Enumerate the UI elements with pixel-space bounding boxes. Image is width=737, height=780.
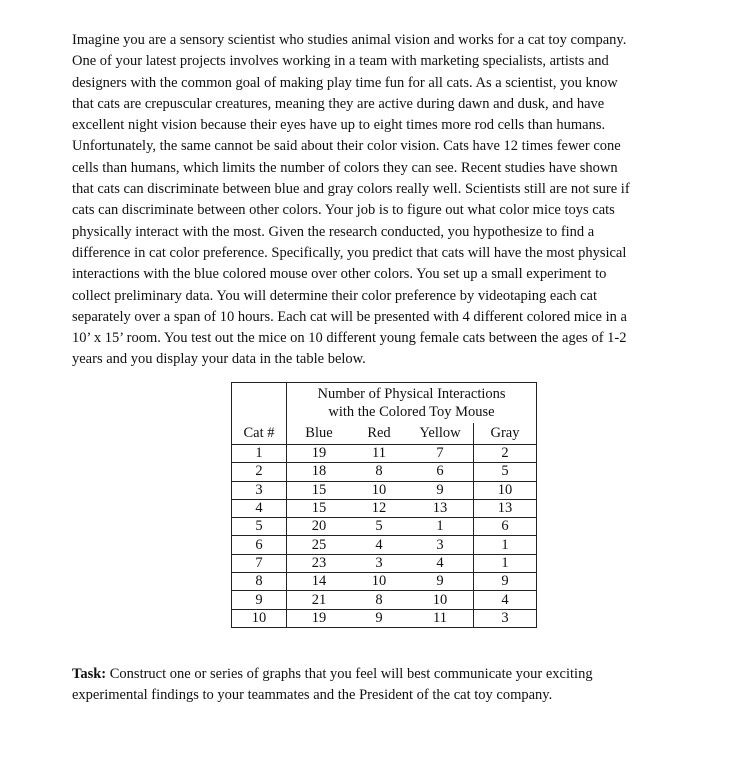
intro-line: Unfortunately, the same cannot be said about their color vision. Cats have 12 times fewer cone (72, 138, 621, 155)
cell-blue: 18 (287, 463, 352, 481)
cell-yellow: 6 (407, 463, 474, 481)
cell-red: 8 (351, 591, 407, 609)
cell-yellow: 11 (407, 609, 474, 627)
cell-cat: 4 (232, 499, 287, 517)
cell-cat: 2 (232, 463, 287, 481)
cell-blue: 23 (287, 554, 352, 572)
intro-line: 10’ x 15’ room. You test out the mice on 10 different young female cats between the ages of 1-2 (72, 330, 627, 347)
cell-yellow: 7 (407, 445, 474, 463)
cell-red: 10 (351, 573, 407, 591)
table-row (232, 481, 537, 499)
cell-gray: 4 (474, 591, 537, 609)
cell-red: 5 (351, 518, 407, 536)
table-row (232, 591, 537, 609)
table-header-row (232, 423, 537, 445)
cell-cat: 8 (232, 573, 287, 591)
table-row (232, 554, 537, 572)
cell-blue: 15 (287, 481, 352, 499)
cell-cat: 9 (232, 591, 287, 609)
cell-gray: 10 (474, 481, 537, 499)
column-header-gray: Gray (474, 423, 537, 445)
cell-cat: 1 (232, 445, 287, 463)
table-corner-cell (232, 383, 287, 424)
cell-gray: 5 (474, 463, 537, 481)
cell-cat: 5 (232, 518, 287, 536)
cell-yellow: 10 (407, 591, 474, 609)
cell-yellow: 1 (407, 518, 474, 536)
table-caption-line: with the Colored Toy Mouse (328, 404, 495, 420)
column-header-cat: Cat # (232, 423, 287, 445)
table-caption-line: Number of Physical Interactions (317, 386, 506, 402)
task-paragraph (72, 664, 697, 707)
cell-blue: 21 (287, 591, 352, 609)
cell-blue: 25 (287, 536, 352, 554)
cell-yellow: 13 (407, 499, 474, 517)
intro-line: years and you display your data in the table below. (72, 351, 366, 368)
intro-paragraph (72, 30, 697, 371)
table-caption (287, 383, 537, 424)
cell-gray: 1 (474, 536, 537, 554)
cell-yellow: 3 (407, 536, 474, 554)
task-label: Task: (72, 666, 107, 682)
column-header-yellow: Yellow (407, 423, 474, 445)
table-caption-row (232, 383, 537, 424)
intro-line: Imagine you are a sensory scientist who studies animal vision and works for a cat toy company. (72, 32, 627, 48)
cell-red: 12 (351, 499, 407, 517)
task-text: Construct one or series of graphs that you feel will best communicate your exciting (106, 666, 593, 682)
cell-gray: 13 (474, 499, 537, 517)
interactions-table (231, 382, 537, 628)
cell-gray: 2 (474, 445, 537, 463)
table-row (232, 536, 537, 554)
cell-red: 9 (351, 609, 407, 627)
cell-cat: 7 (232, 554, 287, 572)
cell-blue: 19 (287, 445, 352, 463)
intro-line: collect preliminary data. You will determine their color preference by videotaping each cat (72, 287, 598, 304)
cell-cat: 3 (232, 481, 287, 499)
cell-blue: 19 (287, 609, 352, 627)
intro-line: difference in cat color preference. Specifically, you predict that cats will have the most physical (72, 244, 627, 261)
table-row (232, 463, 537, 481)
cell-red: 4 (351, 536, 407, 554)
intro-line: that cats are crepuscular creatures, meaning they are active during dawn and dusk, and have (72, 95, 605, 112)
cell-gray: 1 (474, 554, 537, 572)
task-line: experimental findings to your teammates and the President of the cat toy company. (72, 687, 553, 704)
cell-gray: 9 (474, 573, 537, 591)
intro-line: cells than humans, which limits the number of colors they can see. Recent studies have shown (72, 159, 618, 176)
intro-line: interactions with the blue colored mouse over other colors. You set up a small experiment to (72, 266, 607, 283)
intro-line: that cats can discriminate between blue and gray colors really well. Scientists still are not sure if (72, 181, 630, 198)
cell-gray: 6 (474, 518, 537, 536)
task-line (72, 664, 697, 685)
cell-gray: 3 (474, 609, 537, 627)
column-header-red: Red (351, 423, 407, 445)
cell-blue: 15 (287, 499, 352, 517)
cell-red: 11 (351, 445, 407, 463)
cell-blue: 14 (287, 573, 352, 591)
intro-line: designers with the common goal of making play time fun for all cats. As a scientist, you know (72, 74, 618, 91)
table-row (232, 445, 537, 463)
cell-yellow: 9 (407, 481, 474, 499)
column-header-blue: Blue (287, 423, 352, 445)
cell-blue: 20 (287, 518, 352, 536)
cell-yellow: 9 (407, 573, 474, 591)
cell-red: 10 (351, 481, 407, 499)
intro-line: cats can discriminate between other colors. Your job is to figure out what color mice toys cats (72, 202, 615, 219)
table-row (232, 573, 537, 591)
cell-red: 3 (351, 554, 407, 572)
cell-yellow: 4 (407, 554, 474, 572)
table-row (232, 609, 537, 627)
intro-line: separately over a span of 10 hours. Each cat will be presented with 4 different colored mice in a (72, 308, 627, 325)
intro-line: excellent night vision because their eyes have up to eight times more rod cells than humans. (72, 117, 606, 134)
table-row (232, 499, 537, 517)
intro-line: physically interact with the most. Given the research conducted, you hypothesize to find a (72, 223, 595, 240)
intro-line: One of your latest projects involves working in a team with marketing specialists, artists and (72, 53, 609, 70)
table-row (232, 518, 537, 536)
cell-cat: 10 (232, 609, 287, 627)
cell-cat: 6 (232, 536, 287, 554)
cell-red: 8 (351, 463, 407, 481)
